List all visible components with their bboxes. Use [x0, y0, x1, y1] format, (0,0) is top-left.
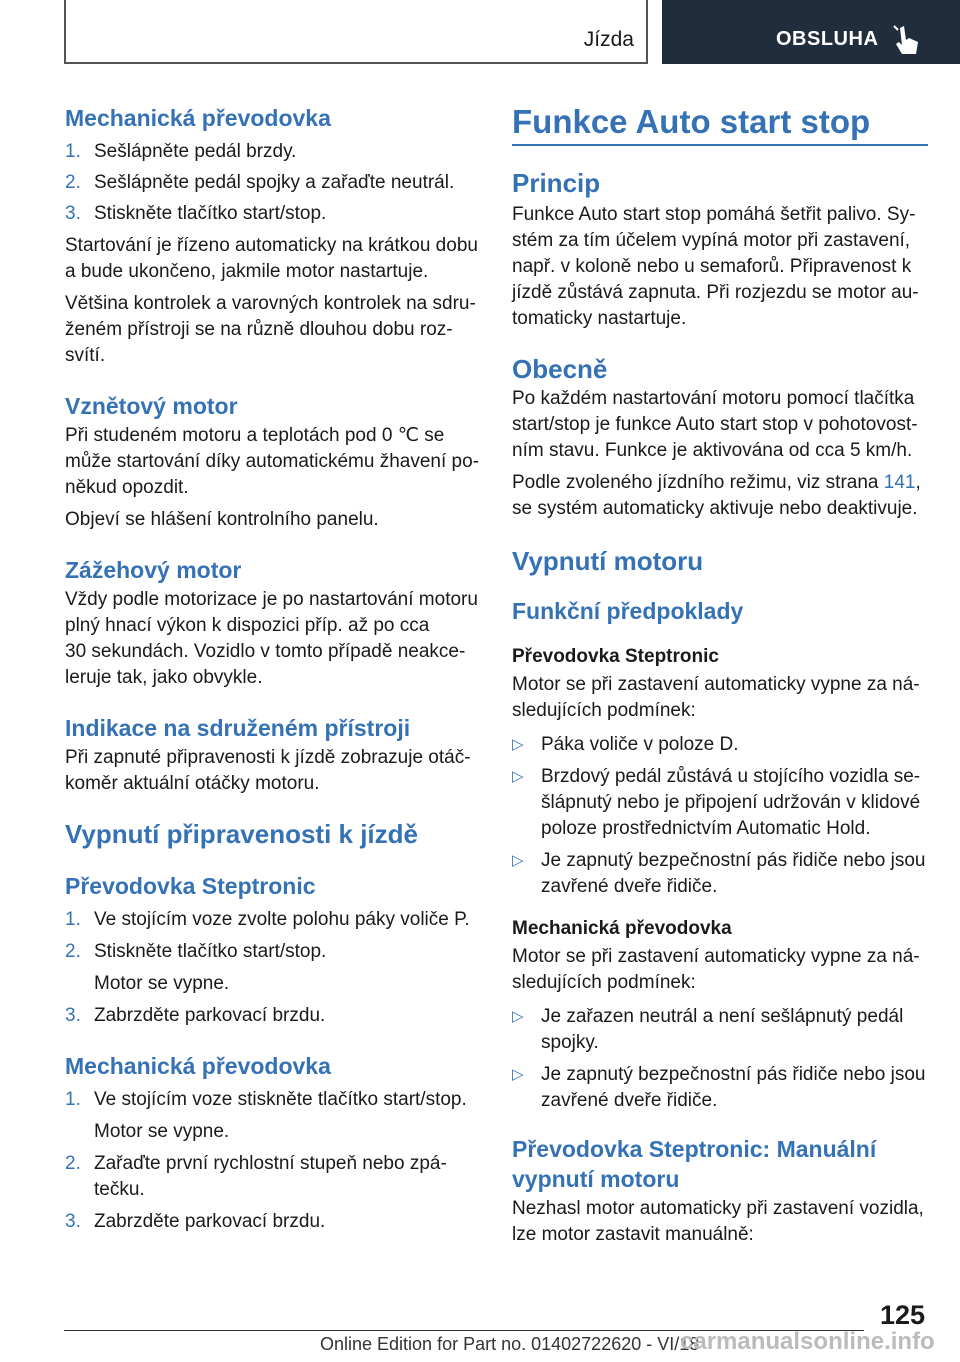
heading-diesel: Vznětový motor: [65, 393, 238, 419]
list-mech1-steps: [65, 139, 480, 227]
page-number: 125: [880, 1300, 926, 1330]
list-item: 1. Sešlápněte pedál brzdy.: [65, 141, 297, 162]
paragraph: Podle zvoleného jízdního režimu, viz strana 141, se systém automaticky aktivuje nebo deaktivuje.: [512, 472, 921, 519]
sub-text: Motor se vypne.: [94, 1121, 230, 1142]
paragraph: Po každém nastartování motoru pomocí tlačítka start/stop je funkce Auto start stop v pohotovost- ním stavu. Funkce je aktivována od cca 5 km/h.: [512, 388, 918, 461]
hand-pointer-icon: [892, 24, 922, 56]
list-item: ▷ Je zapnutý bezpečnostní pás řidiče nebo jsou zavřené dveře řidiče.: [512, 1064, 926, 1111]
list-item: 3. Zabrzděte parkovací brzdu.: [65, 1005, 326, 1026]
heading-mechanical-conditions: Mechanická převodovka: [512, 918, 732, 939]
paragraph: Vždy podle motorizace je po nastartování motoru plný hnací výkon k dispozici příp. až po cca 30 sekundách. Vozidlo v tomto případě neakce- leruje tak, jako obvykle.: [65, 589, 478, 688]
list-mechanical-conditions: [512, 1004, 928, 1114]
list-mech2-steps: [65, 1087, 480, 1113]
paragraph: Nezhasl motor automaticky při zastavení vozidla, lze motor zastavit manuálně:: [512, 1198, 924, 1245]
sub-text: Motor se vypne.: [94, 973, 230, 994]
heading-instrument-indication: Indikace na sdruženém přístroji: [65, 715, 411, 741]
header-section-box: [64, 0, 648, 64]
heading-mechanical-1: Mechanická převodovka: [65, 105, 331, 131]
header-section-title: Jízda: [583, 28, 634, 51]
heading-general: Obecně: [512, 354, 608, 384]
heading-mechanical-2: Mechanická převodovka: [65, 1053, 331, 1079]
heading-petrol: Zážehový motor: [65, 557, 242, 583]
heading-engine-off: Vypnutí motoru: [512, 546, 704, 576]
paragraph: Startování je řízeno automaticky na krátkou dobu a bude ukončeno, jakmile motor nastartuje.: [65, 235, 478, 282]
list-item: ▷ Brzdový pedál zůstává u stojícího vozidla se- šlápnutý nebo je připojení udržován v klidové poloze prostřednictvím Automatic Hold.: [512, 766, 921, 839]
heading-principle: Princip: [512, 168, 601, 198]
page-link[interactable]: 141: [883, 472, 916, 493]
heading-preconditions: Funkční předpoklady: [512, 598, 744, 624]
watermark: carmanualsonline.info: [680, 1328, 935, 1355]
list-item: 1. Ve stojícím voze stiskněte tlačítko start/stop.: [65, 1089, 467, 1110]
list-item: 2. Zařaďte první rychlostní stupeň nebo zpá- tečku.: [65, 1153, 447, 1200]
heading-steptronic-conditions: Převodovka Steptronic: [512, 646, 719, 667]
list-item: ▷ Páka voliče v poloze D.: [512, 734, 739, 755]
header-chapter-title: OBSLUHA: [776, 28, 879, 50]
left-column: [65, 100, 480, 1235]
list-steptronic-steps: [65, 907, 480, 965]
heading-manual-engine-off: Převodovka Steptronic: Manuální vypnutí motoru: [512, 1136, 877, 1192]
paragraph: Většina kontrolek a varovných kontrolek na sdru- ženém přístroji se na různě dlouhou dobu roz- svítí.: [65, 293, 476, 366]
paragraph: Motor se při zastavení automaticky vypne za ná- sledujících podmínek:: [512, 946, 920, 993]
list-item: 2. Sešlápněte pedál spojky a zařaďte neutrál.: [65, 172, 455, 193]
list-steptronic-conditions: [512, 732, 928, 900]
footer-edition: Online Edition for Part no. 01402722620 - VI/18: [320, 1334, 700, 1354]
list-item: 3. Stiskněte tlačítko start/stop.: [65, 203, 327, 224]
paragraph: Motor se při zastavení automaticky vypne za ná- sledujících podmínek:: [512, 674, 920, 721]
list-item: 2. Stiskněte tlačítko start/stop.: [65, 941, 327, 962]
paragraph: Objeví se hlášení kontrolního panelu.: [65, 509, 379, 530]
heading-switch-off-readiness: Vypnutí připravenosti k jízdě: [65, 819, 418, 849]
heading-steptronic: Převodovka Steptronic: [65, 873, 316, 899]
paragraph: Funkce Auto start stop pomáhá šetřit palivo. Sy- stém za tím účelem vypíná motor při zastavení, např. v koloně nebo u semaforů. Připravenost k jízdě zůstává zapnuta. Při rozjezdu se motor au- tomaticky nastartuje.: [512, 204, 919, 329]
page-title: Funkce Auto start stop: [512, 103, 871, 140]
paragraph: Při studeném motoru a teplotách pod 0 ℃ se může startování díky automatickému žhavení po- někud opozdit.: [65, 425, 479, 498]
list-item: ▷ Je zařazen neutrál a není sešlápnutý pedál spojky.: [512, 1006, 904, 1053]
paragraph: Při zapnuté připravenosti k jízdě zobrazuje otáč- koměr aktuální otáčky motoru.: [65, 747, 471, 794]
right-column: [512, 100, 928, 1248]
list-item: ▷ Je zapnutý bezpečnostní pás řidiče nebo jsou zavřené dveře řidiče.: [512, 850, 926, 897]
list-item: 1. Ve stojícím voze zvolte polohu páky voliče P.: [65, 909, 470, 930]
list-item: 3. Zabrzděte parkovací brzdu.: [65, 1211, 326, 1232]
title-divider: [512, 144, 928, 146]
